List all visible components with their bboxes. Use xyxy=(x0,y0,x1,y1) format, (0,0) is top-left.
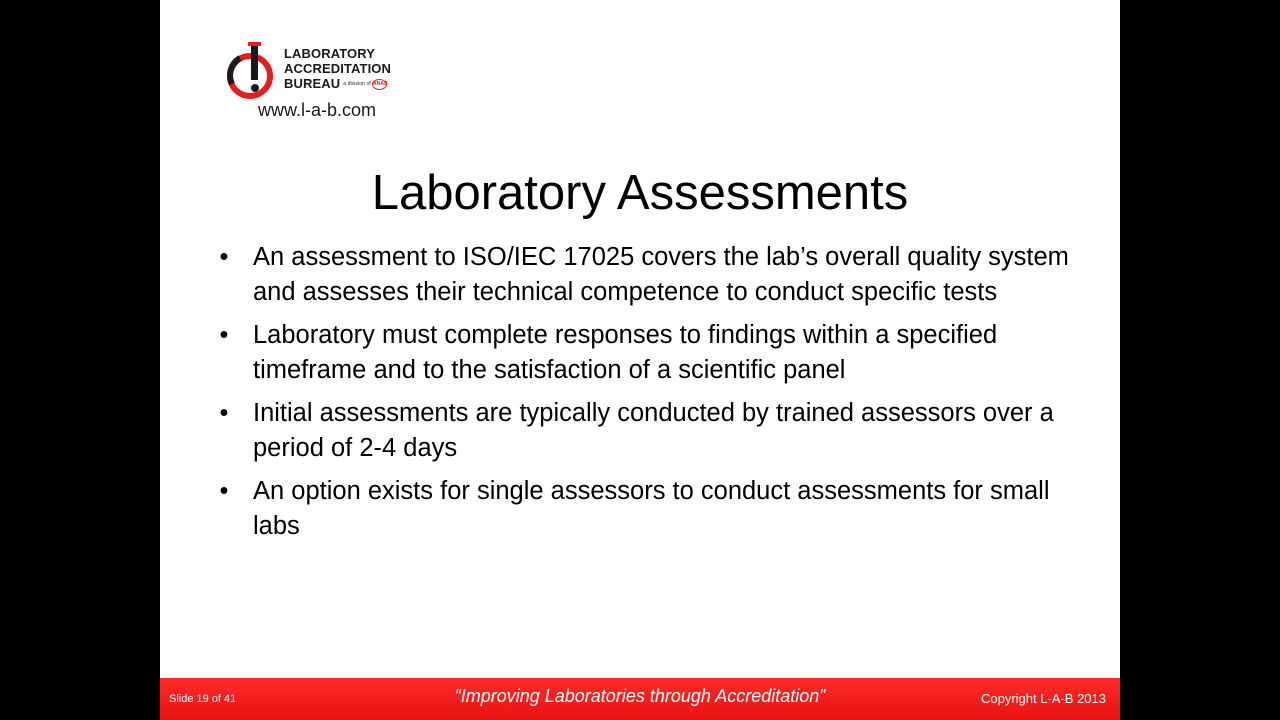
bullet-item xyxy=(216,396,1096,466)
logo-line-3-text: BUREAU xyxy=(284,76,341,91)
logo-line-1: LABORATORY xyxy=(284,46,376,61)
logo xyxy=(226,38,426,128)
footer-copyright: Copyright L-A-B 2013 xyxy=(980,691,1106,706)
lab-flask-logo-icon xyxy=(226,40,280,102)
bullet-text: An assessment to ISO/IEC 17025 covers the lab’s overall quality system and assesses their technical competence to conduct specific tests xyxy=(253,243,1069,306)
bullet-item xyxy=(216,240,1096,310)
bullet-marker: • xyxy=(219,399,229,427)
bullet-marker: • xyxy=(219,477,229,505)
bullet-text: An option exists for single assessors to conduct assessments for small labs xyxy=(253,477,1050,540)
bullet-text: Laboratory must complete responses to findings within a specified timeframe and to the satisfaction of a scientific panel xyxy=(253,321,998,384)
logo-division-text: a division of xyxy=(343,81,371,88)
bullet-text: Initial assessments are typically conducted by trained assessors over a period of 2-4 days xyxy=(253,399,1054,462)
logo-url: www.l-a-b.com xyxy=(258,100,377,120)
slide-title: Laboratory Assessments xyxy=(371,166,909,220)
slide-number: Slide 19 of 41 xyxy=(169,693,237,705)
bullet-item xyxy=(216,474,1096,544)
logo-line-2: ACCREDITATION xyxy=(284,61,391,76)
bullet-item xyxy=(216,318,1096,388)
bullet-marker: • xyxy=(219,243,229,271)
bullet-list xyxy=(216,240,1096,552)
bullet-marker: • xyxy=(219,321,229,349)
logo-wordmark xyxy=(284,46,391,92)
slide xyxy=(160,0,1120,720)
footer-tagline: “Improving Laboratories through Accreditation” xyxy=(454,686,826,706)
logo-division-mark: ANAB xyxy=(372,79,387,90)
logo-line-3 xyxy=(284,76,391,92)
footer-bar xyxy=(160,678,1120,720)
